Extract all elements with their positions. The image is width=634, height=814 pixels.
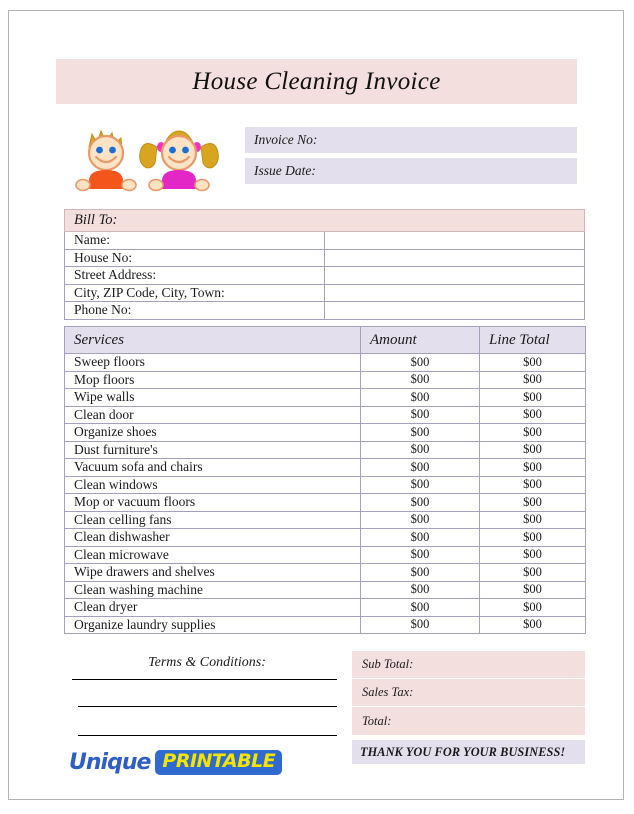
invoice-no-row[interactable] bbox=[245, 127, 577, 153]
table-row[interactable] bbox=[65, 249, 585, 267]
service-line-total-cell[interactable]: $00 bbox=[480, 354, 586, 372]
services-header-row bbox=[65, 327, 586, 354]
service-line-total-cell[interactable]: $00 bbox=[480, 459, 586, 477]
service-amount-cell[interactable]: $00 bbox=[361, 354, 480, 372]
service-amount-cell[interactable]: $00 bbox=[361, 371, 480, 389]
bill-to-label-house-no: House No: bbox=[65, 249, 325, 267]
column-header-amount: Amount bbox=[361, 327, 480, 354]
bill-to-heading: Bill To: bbox=[65, 210, 585, 232]
service-line-total-cell[interactable]: $00 bbox=[480, 529, 586, 547]
totals-box bbox=[352, 651, 585, 735]
service-line-total-cell[interactable]: $00 bbox=[480, 406, 586, 424]
bill-to-value-street[interactable] bbox=[325, 267, 585, 285]
bill-to-table bbox=[64, 209, 585, 320]
table-row[interactable] bbox=[65, 424, 586, 442]
bill-to-label-phone: Phone No: bbox=[65, 302, 325, 320]
table-row[interactable] bbox=[65, 371, 586, 389]
thank-you-text: THANK YOU FOR YOUR BUSINESS! bbox=[360, 744, 566, 759]
sub-total-label: Sub Total: bbox=[362, 657, 414, 671]
table-row[interactable] bbox=[65, 389, 586, 407]
logo-word-printable: PRINTABLE bbox=[162, 750, 276, 772]
service-name-cell: Clean dishwasher bbox=[65, 529, 361, 547]
table-row[interactable] bbox=[65, 564, 586, 582]
service-name-cell: Dust furniture's bbox=[65, 441, 361, 459]
bill-to-label-street: Street Address: bbox=[65, 267, 325, 285]
service-name-cell: Organize laundry supplies bbox=[65, 616, 361, 634]
logo-chip bbox=[155, 750, 282, 775]
service-line-total-cell[interactable]: $00 bbox=[480, 424, 586, 442]
service-amount-cell[interactable]: $00 bbox=[361, 406, 480, 424]
table-row[interactable] bbox=[65, 494, 586, 512]
bill-to-header-row bbox=[65, 210, 585, 232]
bill-to-label-city: City, ZIP Code, City, Town: bbox=[65, 284, 325, 302]
issue-date-row[interactable] bbox=[245, 158, 577, 184]
service-line-total-cell[interactable]: $00 bbox=[480, 389, 586, 407]
invoice-title-banner bbox=[56, 59, 577, 104]
service-amount-cell[interactable]: $00 bbox=[361, 564, 480, 582]
sales-tax-row[interactable] bbox=[352, 679, 585, 707]
service-name-cell: Wipe walls bbox=[65, 389, 361, 407]
table-row[interactable] bbox=[65, 459, 586, 477]
bill-to-value-house-no[interactable] bbox=[325, 249, 585, 267]
unique-printable-logo bbox=[69, 750, 282, 775]
service-name-cell: Vacuum sofa and chairs bbox=[65, 459, 361, 477]
service-line-total-cell[interactable]: $00 bbox=[480, 581, 586, 599]
table-row[interactable] bbox=[65, 476, 586, 494]
service-name-cell: Clean washing machine bbox=[65, 581, 361, 599]
page-title: House Cleaning Invoice bbox=[192, 67, 441, 95]
service-line-total-cell[interactable]: $00 bbox=[480, 564, 586, 582]
invoice-page bbox=[8, 10, 624, 800]
table-row[interactable] bbox=[65, 599, 586, 617]
table-row[interactable] bbox=[65, 302, 585, 320]
service-amount-cell[interactable]: $00 bbox=[361, 494, 480, 512]
service-name-cell: Clean dryer bbox=[65, 599, 361, 617]
service-line-total-cell[interactable]: $00 bbox=[480, 546, 586, 564]
girl-figure bbox=[140, 131, 219, 191]
service-line-total-cell[interactable]: $00 bbox=[480, 511, 586, 529]
table-row[interactable] bbox=[65, 267, 585, 285]
table-row[interactable] bbox=[65, 616, 586, 634]
service-name-cell: Organize shoes bbox=[65, 424, 361, 442]
table-row[interactable] bbox=[65, 354, 586, 372]
logo-word-unique: Unique bbox=[69, 749, 151, 775]
table-row[interactable] bbox=[65, 546, 586, 564]
terms-line-2[interactable] bbox=[78, 706, 337, 707]
service-amount-cell[interactable]: $00 bbox=[361, 459, 480, 477]
table-row[interactable] bbox=[65, 232, 585, 250]
service-amount-cell[interactable]: $00 bbox=[361, 529, 480, 547]
service-amount-cell[interactable]: $00 bbox=[361, 581, 480, 599]
service-line-total-cell[interactable]: $00 bbox=[480, 371, 586, 389]
service-name-cell: Mop or vacuum floors bbox=[65, 494, 361, 512]
service-amount-cell[interactable]: $00 bbox=[361, 476, 480, 494]
service-name-cell: Clean celling fans bbox=[65, 511, 361, 529]
service-name-cell: Clean windows bbox=[65, 476, 361, 494]
bill-to-value-phone[interactable] bbox=[325, 302, 585, 320]
service-line-total-cell[interactable]: $00 bbox=[480, 441, 586, 459]
table-row[interactable] bbox=[65, 441, 586, 459]
column-header-service: Services bbox=[65, 327, 361, 354]
terms-line-1[interactable] bbox=[72, 679, 337, 680]
service-name-cell: Clean microwave bbox=[65, 546, 361, 564]
invoice-no-label: Invoice No: bbox=[254, 132, 318, 147]
service-name-cell: Mop floors bbox=[65, 371, 361, 389]
table-row[interactable] bbox=[65, 529, 586, 547]
service-amount-cell[interactable]: $00 bbox=[361, 511, 480, 529]
service-name-cell: Clean door bbox=[65, 406, 361, 424]
service-amount-cell[interactable]: $00 bbox=[361, 389, 480, 407]
terms-line-3[interactable] bbox=[78, 735, 337, 736]
service-amount-cell[interactable]: $00 bbox=[361, 441, 480, 459]
total-row[interactable] bbox=[352, 707, 585, 735]
boy-figure bbox=[76, 131, 136, 191]
terms-and-conditions-title: Terms & Conditions: bbox=[148, 655, 266, 670]
bill-to-value-name[interactable] bbox=[325, 232, 585, 250]
table-row[interactable] bbox=[65, 511, 586, 529]
service-name-cell: Wipe drawers and shelves bbox=[65, 564, 361, 582]
table-row[interactable] bbox=[65, 284, 585, 302]
service-line-total-cell[interactable]: $00 bbox=[480, 494, 586, 512]
bill-to-value-city[interactable] bbox=[325, 284, 585, 302]
service-amount-cell[interactable]: $00 bbox=[361, 546, 480, 564]
table-row[interactable] bbox=[65, 581, 586, 599]
service-line-total-cell[interactable]: $00 bbox=[480, 599, 586, 617]
kids-illustration bbox=[71, 123, 236, 201]
service-amount-cell[interactable]: $00 bbox=[361, 616, 480, 634]
bill-to-label-name: Name: bbox=[65, 232, 325, 250]
sub-total-row[interactable] bbox=[352, 651, 585, 679]
thank-you-banner bbox=[352, 740, 585, 764]
sales-tax-label: Sales Tax: bbox=[362, 685, 414, 699]
total-label: Total: bbox=[362, 713, 392, 728]
column-header-line-total: Line Total bbox=[480, 327, 586, 354]
service-amount-cell[interactable]: $00 bbox=[361, 424, 480, 442]
service-line-total-cell[interactable]: $00 bbox=[480, 616, 586, 634]
invoice-meta bbox=[245, 127, 577, 184]
service-line-total-cell[interactable]: $00 bbox=[480, 476, 586, 494]
table-row[interactable] bbox=[65, 406, 586, 424]
service-name-cell: Sweep floors bbox=[65, 354, 361, 372]
issue-date-label: Issue Date: bbox=[254, 163, 316, 178]
service-amount-cell[interactable]: $00 bbox=[361, 599, 480, 617]
services-table bbox=[64, 326, 586, 634]
